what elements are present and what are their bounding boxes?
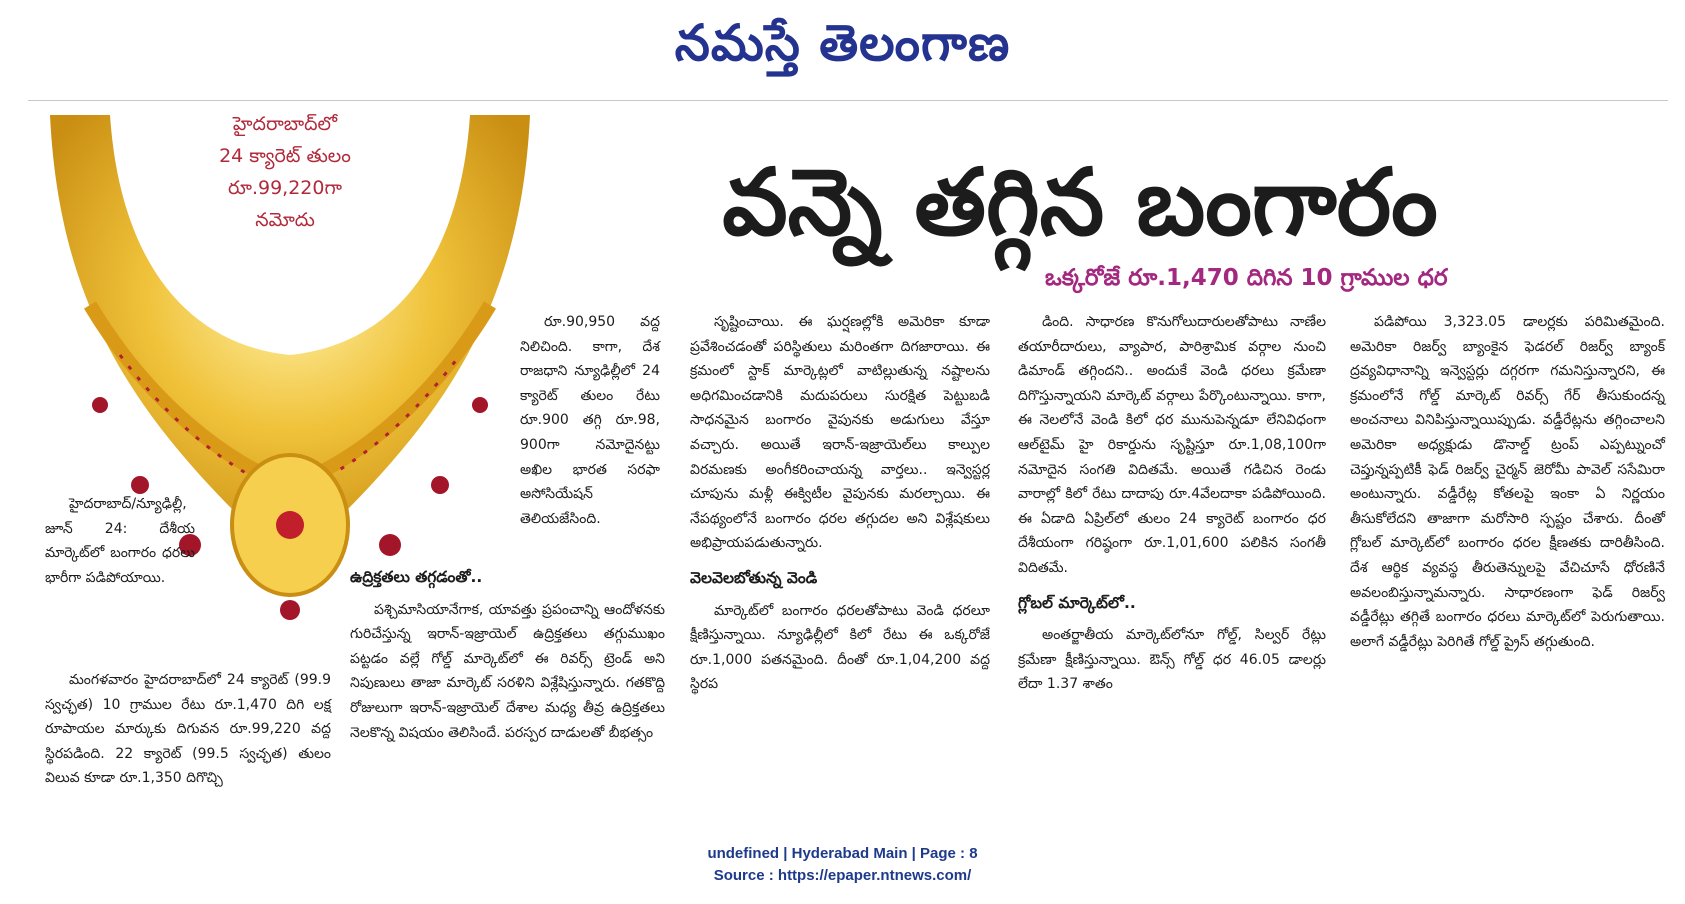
paragraph: పశ్చిమాసియానేగాక, యావత్తు ప్రపంచాన్ని ఆందోళనకు గురిచేస్తున్న ఇరాన్-ఇజ్రాయెల్ ఉద్రిక్తతలు తగ్గుముఖం పట్టడం వల్లే గోల్డ్ మార్కెట్‌లో ఈ రివర్స్ ట్రెండ్ అని నిపుణులు తాజా మార్కెట్ సరళిని విశ్లేషిస్తున్నారు. గతకొద్ది రోజులుగా ఇరాన్-ఇజ్రాయెల్ దేశాల మధ్య తీవ్ర ఉద్రిక్తతలు నెలకొన్న విషయం తెలిసిందే. పరస్పర దాడులతో బీభత్సం xyxy=(350,601,665,741)
footer-source-link[interactable]: Source : https://epaper.ntnews.com/ xyxy=(713,867,972,884)
footer-edition: undefined | Hyderabad Main | Page : 8 xyxy=(707,845,978,862)
paragraph: రూ.90,950 వద్ద నిలిచింది. కాగా, దేశ రాజధాని న్యూఢిల్లీలో 24 క్యారెట్ తులం రేటు రూ.900 తగ్గి రూ.98, 900గా నమోదైనట్టు అఖిల భారత సరఫా అసోసియేషన్ తెలియజేసింది. xyxy=(520,314,660,527)
article-column-5 xyxy=(1350,310,1665,654)
paragraph: అంతర్జాతీయ మార్కెట్‌లోనూ గోల్డ్, సిల్వర్ రేట్లు క్రమేణా క్షీణిస్తున్నాయి. ఔన్స్ గోల్డ్ ధర 46.05 డాలర్లు లేదా 1.37 శాతం xyxy=(1018,627,1326,693)
masthead-logo: నమస్తే తెలంగాణ xyxy=(674,14,1011,72)
caption-line: నమోదు xyxy=(255,209,315,231)
paragraph: హైదరాబాద్/న్యూఢిల్లీ, జూన్ 24: దేశీయ మార్కెట్‌లో బంగారం ధరలు భారీగా పడిపోయాయి. xyxy=(45,496,195,586)
article-column-3 xyxy=(690,310,990,697)
photo-caption xyxy=(165,108,405,236)
caption-line: 24 క్యారెట్ తులం xyxy=(219,145,351,167)
paragraph: డింది. సాధారణ కొనుగోలుదారులతోపాటు నాణేల తయారీదారులు, వ్యాపార, పారిశ్రామిక వర్గాల నుంచి డిమాండ్ తగ్గిందని.. అందుకే వెండి ధరలు క్రమేణా దిగొస్తున్నాయని మార్కెట్ వర్గాలు పేర్కొంటున్నాయి. కాగా, ఈ నెలలోనే వెండి కిలో ధర మునుపెన్నడూ లేనివిధంగా ఆల్‌టైమ్ హై రికార్డును సృష్టిస్తూ రూ.1,08,100గా నమోదైన సంగతి విదితమే. అయితే గడిచిన రెండు వారాల్లో కిలో రేటు దాదాపు రూ.4వేలదాకా పడిపోయింది. ఈ ఏడాది ఏప్రిల్‌లో తులం 24 క్యారెట్ బంగారం ధర దేశీయంగా గరిష్ఠంగా రూ.1,01,600 పలికిన సంగతీ విదితమే. xyxy=(1018,314,1326,576)
headline: వన్నె తగ్గిన బంగారం xyxy=(722,149,1438,256)
caption-line: హైదరాబాద్‌లో xyxy=(232,113,338,135)
subheadline: ఒక్కరోజే రూ.1,470 దిగిన 10 గ్రాముల ధర xyxy=(1045,265,1448,291)
section-heading: ఉద్రిక్తతలు తగ్గడంతో.. xyxy=(350,568,483,586)
article-column-2 xyxy=(350,555,665,745)
section-heading: వెలవెలబోతున్న వెండి xyxy=(690,568,818,587)
article-column-4 xyxy=(1018,310,1326,697)
top-divider xyxy=(28,100,1668,101)
article-column-1-bottom xyxy=(45,668,331,791)
paragraph: పడిపోయి 3,323.05 డాలర్లకు పరిమితమైంది. అమెరికా రిజర్వ్ బ్యాంకైన ఫెడరల్ రిజర్వ్ బ్యాంక్ ద్రవ్యవిధానాన్ని ఇన్వెస్టర్లు దగ్గరగా గమనిస్తున్నారని, ఈ క్రమంలోనే గోల్డ్ మార్కెట్ రివర్స్ గేర్ తీసుకుందన్న అంచనాలు వినిపిస్తున్నాయిప్పుడు. వడ్డీరేట్లను తగ్గించాలని అమెరికా అధ్యక్షుడు డొనాల్డ్ ట్రంప్ ఎప్పట్నుంచో చెప్తున్నప్పటికీ ఫెడ్ రిజర్వ్ చైర్మన్ జెరోమీ పావెల్ ససేమిరా అంటున్నారు. వడ్డీరేట్ల కోతలపై ఇంకా ఏ నిర్ణయం తీసుకోలేదని తాజాగా మరోసారి స్పష్టం చేశారు. దీంతో గ్లోబల్ మార్కెట్‌లో బంగారం ధరల క్షీణతకు దారితీసింది. దేశ ఆర్థిక వ్యవస్థ తీరుతెన్నులపై వేచిచూసే ధోరణినే అవలంబిస్తున్నామన్నారు. సాధారణంగా ఫెడ్ రిజర్వ్ వడ్డీరేట్లు తగ్గితే బంగారం ధరలు మార్కెట్‌లో పెరుగుతాయి. అలాగే వడ్డీరేట్లు పెరిగితే గోల్డ్ ప్రైస్ తగ్గుతుంది. xyxy=(1350,314,1665,650)
page-footer xyxy=(0,843,1685,887)
paragraph: మార్కెట్‌లో బంగారం ధరలతోపాటు వెండి ధరలూ క్షీణిస్తున్నాయి. న్యూఢిల్లీలో కిలో రేటు ఈ ఒక్కరోజే రూ.1,000 పతనమైంది. దీంతో రూ.1,04,200 వద్ద స్థిరప xyxy=(690,602,990,693)
paragraph: మంగళవారం హైదరాబాద్‌లో 24 క్యారెట్ (99.9 స్వచ్ఛత) 10 గ్రాముల రేటు రూ.1,470 దిగి లక్ష రూపాయల మార్కుకు దిగువన రూ.99,220 వద్ద స్థిరపడింది. 22 క్యారెట్ (99.5 స్వచ్ఛత) తులం విలువ కూడా రూ.1,350 దిగొచ్చి xyxy=(45,672,331,787)
article-column-1-left xyxy=(45,492,195,590)
section-heading: గ్లోబల్ మార్కెట్‌లో.. xyxy=(1018,593,1136,612)
paragraph: సృష్టించాయి. ఈ ఘర్షణల్లోకి అమెరికా కూడా ప్రవేశించడంతో పరిస్థితులు మరింతగా దిగజారాయి. ఈ క్రమంలో స్టాక్ మార్కెట్లలో వాటిల్లుతున్న నష్టాలను అధిగమించడానికి మదుపరులు సురక్షిత పెట్టుబడి సాధనమైన బంగారం వైపునకు అడుగులు వేస్తూ వచ్చారు. అయితే ఇరాన్-ఇజ్రాయెల్‌లు కాల్పుల విరమణకు అంగీకరించాయన్న వార్తలు.. ఇన్వెస్టర్ల చూపును మళ్లీ ఈక్విటీల వైపునకు మరల్చాయి. ఈ నేపథ్యంలోనే బంగారం ధరల తగ్గుదల అని విశ్లేషకులు అభిప్రాయపడుతున్నారు. xyxy=(690,314,990,552)
caption-line: రూ.99,220గా xyxy=(228,177,342,199)
article-column-1-top xyxy=(520,310,660,531)
